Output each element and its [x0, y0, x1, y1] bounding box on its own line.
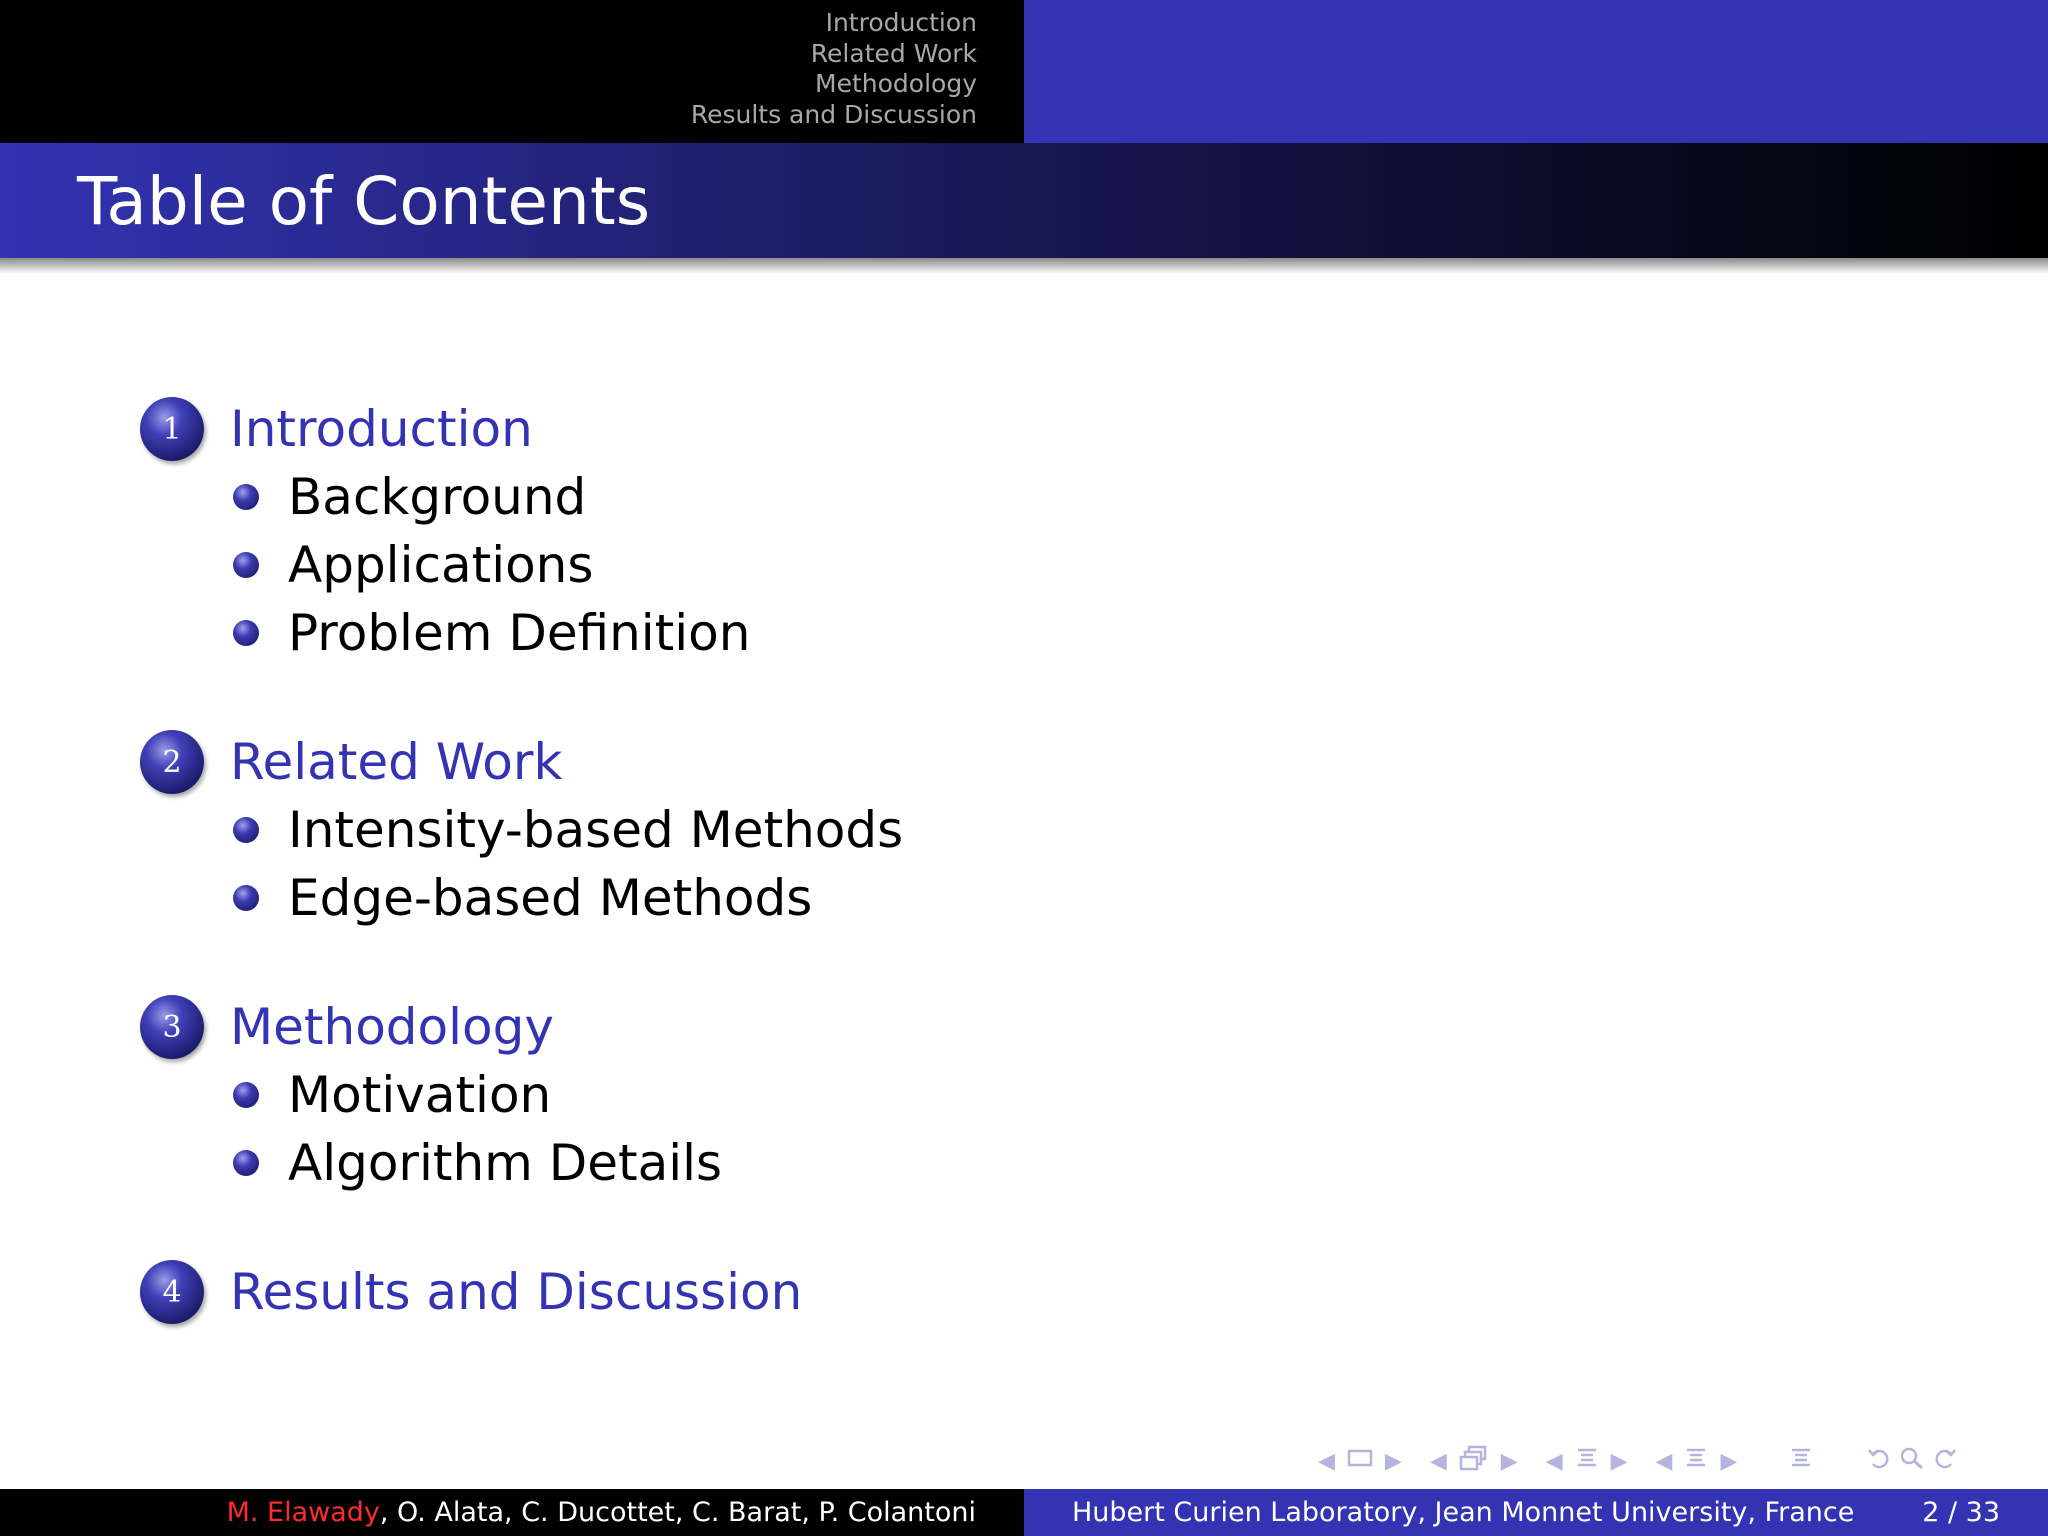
- toc-subsection-title[interactable]: Problem Definition: [288, 604, 751, 662]
- toc-subsection-title[interactable]: Motivation: [288, 1066, 552, 1124]
- redo-icon[interactable]: [1931, 1446, 1957, 1476]
- toc-subsection-item[interactable]: [233, 864, 903, 932]
- toc-subsection-item[interactable]: [233, 796, 903, 864]
- arrow-left-icon[interactable]: ◀: [1545, 1448, 1563, 1474]
- bullet-ball-icon: [233, 552, 259, 578]
- toc-section-title[interactable]: Methodology: [230, 998, 554, 1056]
- undo-icon[interactable]: [1867, 1446, 1893, 1476]
- toc-section-title[interactable]: Introduction: [230, 400, 533, 458]
- arrow-right-icon[interactable]: ▶: [1610, 1448, 1628, 1474]
- footer: [0, 1489, 2048, 1536]
- arrow-right-icon[interactable]: ▶: [1500, 1448, 1518, 1474]
- toc-subsection-title[interactable]: Background: [288, 468, 587, 526]
- section-number-ball-icon: 1: [140, 397, 204, 461]
- arrow-right-icon[interactable]: ▶: [1720, 1448, 1738, 1474]
- section-number-ball-icon: 2: [140, 730, 204, 794]
- bullet-ball-icon: [233, 817, 259, 843]
- toc-section-heading[interactable]: [140, 395, 750, 463]
- toc-subsection-title[interactable]: Edge-based Methods: [288, 869, 813, 927]
- toc-subsection-item[interactable]: [233, 1129, 722, 1197]
- bullet-ball-icon: [233, 1082, 259, 1108]
- arrow-left-icon[interactable]: ◀: [1318, 1448, 1335, 1474]
- coauthors: , O. Alata, C. Ducottet, C. Barat, P. Colantoni: [379, 1497, 976, 1528]
- toc-section-heading[interactable]: [140, 728, 903, 796]
- bullet-ball-icon: [233, 620, 259, 646]
- toc-subsection-title[interactable]: Algorithm Details: [288, 1134, 723, 1192]
- toc-section-2: [140, 728, 903, 932]
- toc-subsection-title[interactable]: Applications: [288, 536, 594, 594]
- presenter-name: M. Elawady: [226, 1497, 380, 1528]
- toc-section-title[interactable]: Related Work: [230, 733, 563, 791]
- toc-section-heading[interactable]: [140, 993, 722, 1061]
- page-number: 2 / 33: [1922, 1497, 2000, 1528]
- toc-section-heading[interactable]: [140, 1258, 802, 1326]
- presentation-icon[interactable]: [1684, 1446, 1708, 1476]
- subsection-icon[interactable]: [1459, 1445, 1489, 1477]
- section-nav-item-methodology[interactable]: Methodology: [815, 69, 977, 98]
- toc-subsection-title[interactable]: Intensity-based Methods: [288, 801, 904, 859]
- bullet-ball-icon: [233, 885, 259, 911]
- arrow-left-icon[interactable]: ◀: [1429, 1448, 1447, 1474]
- section-nav-item-introduction[interactable]: Introduction: [825, 8, 977, 37]
- section-number-ball-icon: 3: [140, 995, 204, 1059]
- frame-icon[interactable]: [1347, 1448, 1373, 1474]
- beamer-navigation-symbols: [1318, 1446, 1957, 1476]
- footer-institution-panel: [1024, 1489, 2048, 1536]
- toc-section-title[interactable]: Results and Discussion: [230, 1263, 803, 1321]
- arrow-left-icon[interactable]: ◀: [1655, 1448, 1673, 1474]
- toc-section-3: [140, 993, 722, 1197]
- footer-authors: [227, 1489, 976, 1536]
- toc-subsection-item[interactable]: [233, 599, 750, 667]
- search-icon[interactable]: [1899, 1446, 1925, 1476]
- footer-institution: Hubert Curien Laboratory, Jean Monnet University, France: [1072, 1497, 1855, 1528]
- section-number-ball-icon: 4: [140, 1260, 204, 1324]
- bullet-ball-icon: [233, 1150, 259, 1176]
- section-nav-item-related-work[interactable]: Related Work: [810, 38, 977, 68]
- toc-subsection-item[interactable]: [233, 463, 750, 531]
- toc-section-1: [140, 395, 750, 667]
- frame-title: Table of Contents: [77, 163, 651, 240]
- bullet-ball-icon: [233, 484, 259, 510]
- section-icon[interactable]: [1575, 1446, 1599, 1476]
- toc-section-4: [140, 1258, 802, 1326]
- footer-author-panel: [0, 1489, 1024, 1536]
- toc-subsection-item[interactable]: [233, 1061, 722, 1129]
- section-nav-item-results[interactable]: Results and Discussion: [690, 99, 977, 129]
- arrow-right-icon[interactable]: ▶: [1384, 1448, 1402, 1474]
- align-icon[interactable]: [1789, 1446, 1813, 1476]
- toc-subsection-item[interactable]: [233, 531, 750, 599]
